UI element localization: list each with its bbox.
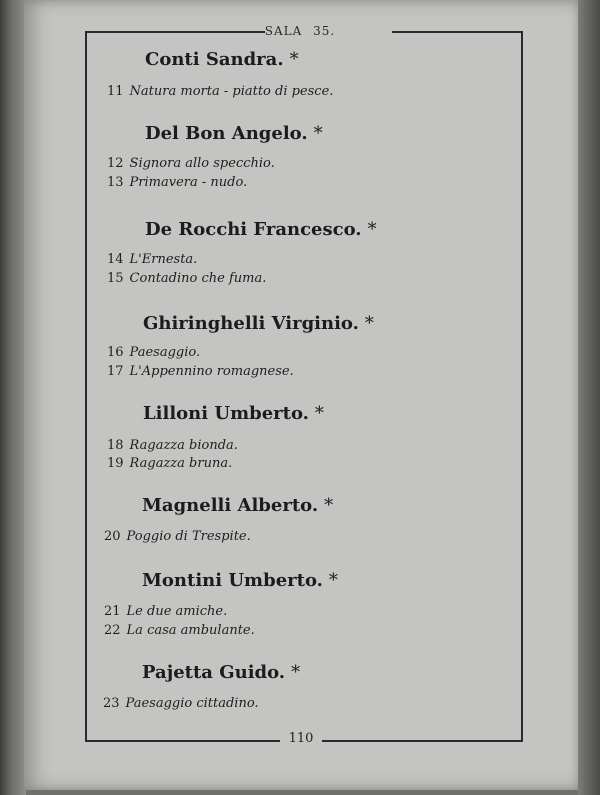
work-title: Ragazza bionda.	[129, 438, 238, 453]
work-item	[107, 271, 266, 286]
work-item	[104, 604, 227, 619]
work-item	[107, 175, 247, 190]
artist-name	[145, 219, 377, 240]
work-number: 20	[104, 529, 121, 544]
frame-right	[521, 31, 523, 741]
work-title: Poggio di Trespite.	[126, 529, 251, 544]
work-title: Le due amiche.	[126, 604, 228, 619]
work-item	[107, 156, 275, 171]
work-number: 18	[107, 438, 124, 453]
page-edge	[578, 0, 600, 795]
work-item	[103, 696, 259, 711]
work-item	[107, 364, 294, 379]
sala-number: 35.	[313, 24, 336, 38]
artist-label: Del Bon Angelo.	[145, 123, 308, 144]
artist-label: Conti Sandra.	[145, 49, 284, 70]
artist-name	[145, 123, 323, 144]
frame-bottom-left	[85, 740, 280, 742]
star-mark: *	[324, 495, 334, 516]
star-mark: *	[291, 662, 301, 683]
work-item	[107, 438, 238, 453]
star-mark: *	[367, 219, 377, 240]
work-item	[107, 345, 200, 360]
star-mark: *	[314, 403, 324, 424]
work-title: Paesaggio cittadino.	[125, 696, 259, 711]
work-title: Signora allo specchio.	[129, 156, 275, 171]
artist-name	[143, 313, 374, 334]
artist-name	[142, 662, 300, 683]
star-mark: *	[364, 313, 374, 334]
work-number: 22	[104, 623, 121, 638]
work-item	[107, 456, 232, 471]
work-number: 16	[107, 345, 124, 360]
work-item	[104, 623, 255, 638]
work-title: Primavera - nudo.	[129, 175, 248, 190]
artist-label: Pajetta Guido.	[142, 662, 286, 683]
frame-top-left	[85, 31, 265, 33]
artist-name	[142, 495, 333, 516]
work-title: Paesaggio.	[129, 345, 201, 360]
work-number: 14	[107, 252, 124, 267]
artist-name	[142, 570, 338, 591]
work-number: 13	[107, 175, 124, 190]
work-number: 12	[107, 156, 124, 171]
frame-top-right	[392, 31, 523, 33]
artist-name	[143, 403, 324, 424]
sala-label: SALA	[264, 24, 303, 38]
work-title: L'Appennino romagnese.	[129, 364, 294, 379]
work-number: 11	[107, 84, 124, 99]
work-title: Ragazza bruna.	[129, 456, 233, 471]
work-number: 19	[107, 456, 124, 471]
book-spine	[0, 0, 26, 795]
page-number: 110	[288, 731, 314, 746]
work-number: 21	[104, 604, 121, 619]
work-title: Contadino che fuma.	[129, 271, 267, 286]
star-mark: *	[313, 123, 323, 144]
artist-label: Lilloni Umberto.	[143, 403, 309, 424]
work-number: 23	[103, 696, 120, 711]
artist-label: Magnelli Alberto.	[142, 495, 319, 516]
work-item	[107, 252, 197, 267]
star-mark: *	[289, 49, 299, 70]
work-title: Natura morta - piatto di pesce.	[129, 84, 334, 99]
page	[24, 0, 580, 790]
artist-label: Ghiringhelli Virginio.	[143, 313, 359, 334]
artist-name	[145, 49, 299, 70]
star-mark: *	[328, 570, 338, 591]
work-title: L'Ernesta.	[129, 252, 198, 267]
work-item	[107, 84, 333, 99]
work-title: La casa ambulante.	[126, 623, 255, 638]
artist-label: De Rocchi Francesco.	[145, 219, 362, 240]
work-number: 17	[107, 364, 124, 379]
work-number: 15	[107, 271, 124, 286]
frame-bottom-right	[322, 740, 523, 742]
work-item	[104, 529, 251, 544]
artist-label: Montini Umberto.	[142, 570, 323, 591]
frame-left	[85, 31, 87, 741]
